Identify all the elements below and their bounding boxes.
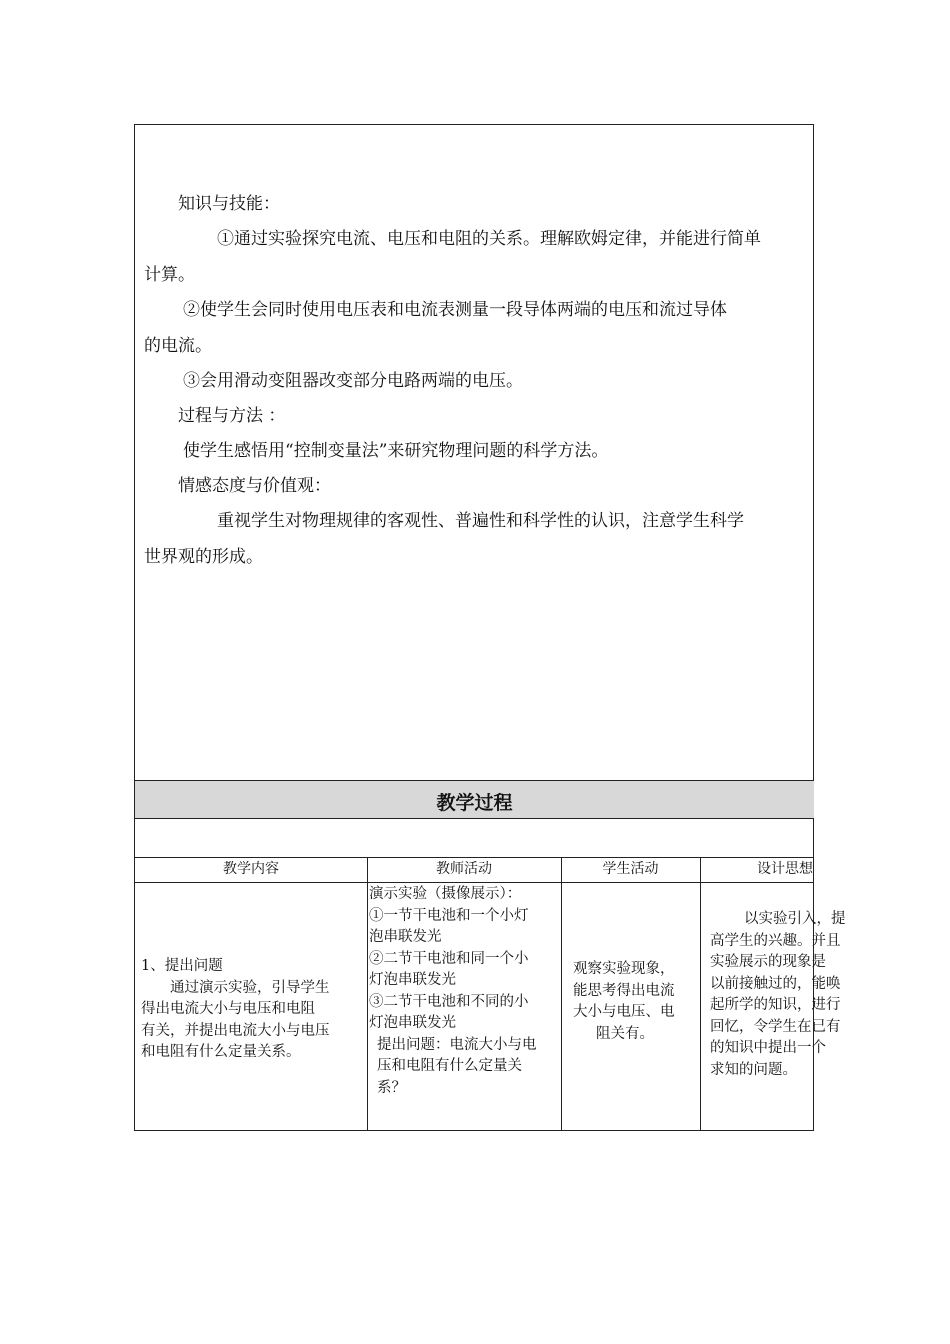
knowledge-item-3: ③会用滑动变阻器改变部分电路两端的电压。: [183, 371, 523, 391]
student-line: 能思考得出电流: [573, 982, 675, 999]
teacher-line: 灯泡串联发光: [369, 972, 456, 988]
header-teacher: 教师活动: [436, 861, 492, 877]
content-line: 1、提出问题: [141, 958, 223, 974]
design-line: 求知的问题。: [710, 1061, 797, 1078]
table-header-divider: [135, 882, 814, 883]
teacher-line: 泡串联发光: [369, 929, 442, 945]
column-divider-1: [367, 857, 368, 1131]
student-cell: [573, 959, 675, 1045]
knowledge-item-1-line1: ①通过实验探究电流、电压和电阻的关系。理解欧姆定律，并能进行简单: [217, 229, 761, 249]
teacher-cell: [369, 884, 537, 1099]
teacher-line: ②二节干电池和同一个小: [369, 950, 529, 967]
student-line: 阻关有。: [596, 1025, 654, 1042]
process-text: 使学生感悟用“控制变量法”来研究物理问题的科学方法。: [183, 441, 609, 461]
header-content: 教学内容: [223, 861, 279, 877]
teacher-line: 提出问题：电流大小与电: [377, 1036, 537, 1053]
design-line: 以前接触过的，能唤: [710, 975, 841, 992]
content-line: 得出电流大小与电压和电阻: [141, 1001, 315, 1017]
design-cell: [710, 909, 846, 1081]
content-line: 通过演示实验，引导学生: [141, 979, 330, 996]
header-design: 设计思想: [757, 861, 813, 877]
design-line: 以实验引入，提: [744, 911, 846, 927]
teacher-line: 压和电阻有什么定量关: [377, 1058, 522, 1074]
knowledge-item-2-line1: ②使学生会同时使用电压表和电流表测量一段导体两端的电压和流过导体: [183, 300, 727, 320]
design-line: 回忆，令学生在已有: [710, 1018, 841, 1035]
emotion-text-line1: 重视学生对物理规律的客观性、普遍性和科学性的认识，注意学生科学: [217, 511, 744, 531]
teacher-line: 灯泡串联发光: [369, 1015, 456, 1031]
section-band: [135, 780, 814, 819]
teacher-line: ③二节干电池和不同的小: [369, 993, 529, 1010]
design-line: 起所学的知识，进行: [710, 997, 841, 1013]
teacher-line: 演示实验（摄像展示）：: [369, 886, 522, 902]
design-line: 实验展示的现象是: [710, 954, 826, 970]
column-divider-2: [561, 857, 562, 1131]
student-line: 观察实验现象，: [573, 961, 675, 977]
teacher-line: ①一节干电池和一个小灯: [369, 907, 529, 924]
section-title: 教学过程: [436, 792, 513, 814]
content-line: 有关，并提出电流大小与电压: [141, 1022, 330, 1039]
design-line: 高学生的兴趣。并且: [710, 932, 841, 949]
content-line: 和电阻有什么定量关系。: [141, 1044, 301, 1060]
column-divider-3: [700, 857, 701, 1131]
process-heading: 过程与方法 ：: [178, 406, 286, 426]
teacher-line: 系？: [377, 1079, 406, 1096]
emotion-text-line2: 世界观的形成。: [144, 547, 263, 567]
knowledge-heading: 知识与技能：: [178, 194, 280, 214]
knowledge-item-1-line2: 计算。: [144, 265, 195, 285]
content-cell: [141, 956, 330, 1064]
student-line: 大小与电压、电: [573, 1004, 675, 1020]
knowledge-item-2-line2: 的电流。: [144, 336, 212, 356]
header-student: 学生活动: [602, 861, 659, 877]
design-line: 的知识中提出一个: [710, 1040, 826, 1056]
emotion-heading: 情感态度与价值观：: [178, 476, 331, 496]
